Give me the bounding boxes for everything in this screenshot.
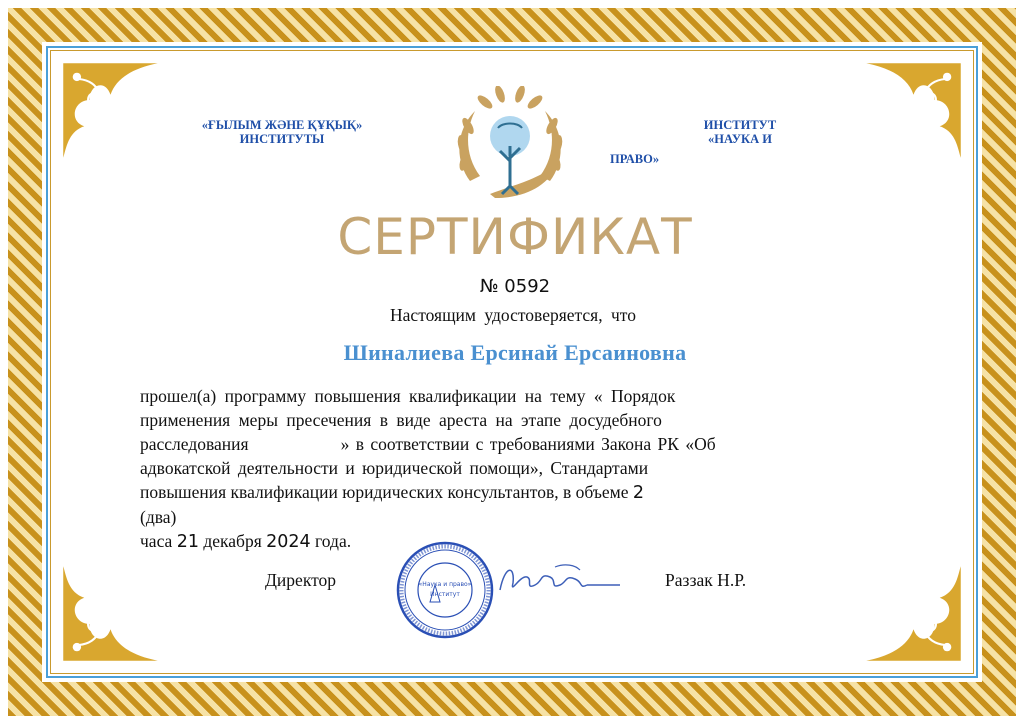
certificate-body [140,384,900,554]
institute-name-russian-line2: «НАУКА И [707,132,772,146]
body-line-2: применения меры пресечения в виде ареста на этапе досудебного [140,410,662,430]
body-line-1: прошел(а) программу повышения квалификации на тему « Порядок [140,386,676,406]
hours-number: 2 [632,483,644,503]
corner-ornament-bottom-right [861,561,966,666]
corner-ornament-top-left [58,58,163,163]
body-line-6: (два) [140,507,177,527]
institute-name-kazakh-line2: ИНСТИТУТЫ [239,132,325,146]
institute-name-russian-line1: ИНСТИТУТ [703,118,777,132]
institute-name-russian [690,118,790,146]
director-label: Директор [265,570,337,590]
corner-ornament-top-right [861,58,966,163]
date-day: 21 [176,532,199,552]
stamp-center-line1: «Наука и право» [418,581,472,588]
body-line-7 [140,529,900,554]
institute-emblem-logo [440,86,580,206]
date-year: 2024 [266,532,311,552]
institute-name-russian-line3: ПРАВО» [610,152,660,166]
body-line-5-text: повышения квалификации юридических консультантов, в объеме [140,482,629,502]
recipient-name: Шиналиева Ерсинай Ерсаиновна [343,340,687,365]
date-suffix: года. [315,531,352,551]
corner-ornament-bottom-left [58,561,163,666]
body-line-3 [140,432,900,456]
certificate-title: СЕРТИФИКАТ [337,208,693,266]
body-line-4: адвокатской деятельности и юридической помощи», Стандартами [140,458,649,478]
institute-name-kazakh-line1: «ҒЫЛЫМ ЖӘНЕ ҚҰҚЫҚ» [201,118,363,132]
body-line-3-end: » в соответствии с требованиями Закона РК «Об [340,434,716,454]
official-stamp [395,540,495,640]
director-name: Раззак Н.Р. [665,570,747,590]
hours-word: часа [140,531,173,551]
institute-name-kazakh [182,118,382,146]
director-signature [495,555,625,605]
certify-statement: Настоящим удостоверяется, что [390,305,636,325]
date-month: декабря [203,531,262,551]
stamp-center-line2: Институт [430,591,460,598]
body-line-3-start: расследования [140,434,249,454]
certificate-number: № 0592 [479,276,551,297]
body-line-5 [140,480,900,505]
